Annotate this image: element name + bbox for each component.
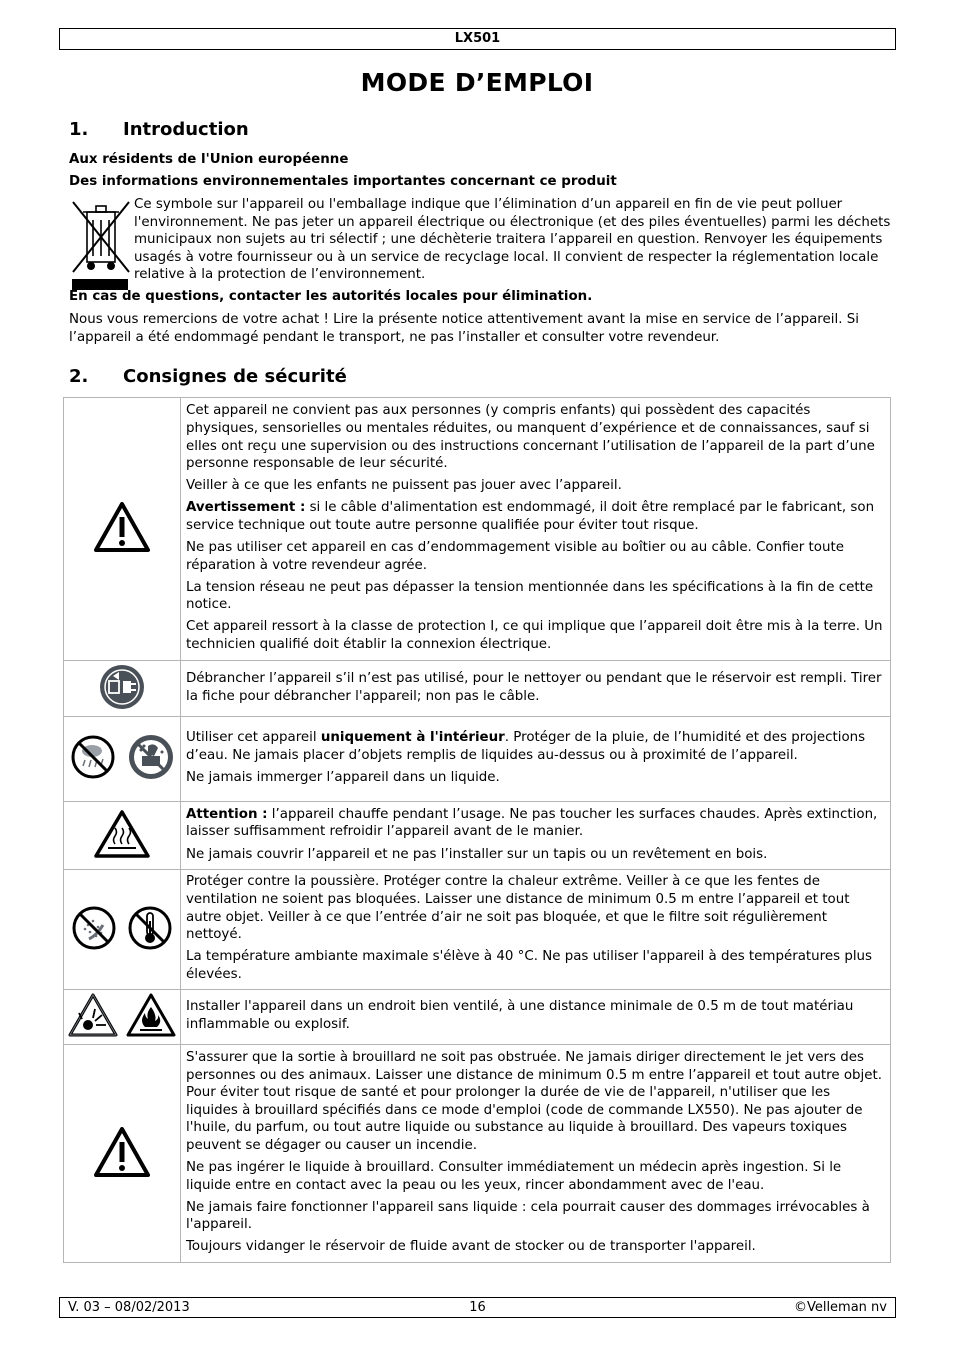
paragraph-text: l’appareil chauffe pendant l’usage. Ne pas toucher les surfaces chaudes. Après extinction, laisser suffisamment refroidir l’appareil avant de le manier. xyxy=(186,806,878,840)
footer xyxy=(59,1297,896,1318)
table-row xyxy=(64,870,891,990)
section-heading-introduction xyxy=(69,119,249,140)
table-row xyxy=(64,398,891,661)
paragraph-text: . Protéger de la pluie, de l’humidité et des projections d’eau. Ne jamais placer d’objets remplis de liquides au-dessus ou à proximité de l’appareil. xyxy=(186,730,866,763)
paragraph xyxy=(186,806,885,841)
icon-cell xyxy=(64,990,181,1045)
no-rain-icon xyxy=(70,734,116,784)
paragraph: Débrancher l’appareil s’il n’est pas utilisé, pour le nettoyer ou pendant que le réservoir est rempli. Tirer la fiche pour débrancher l'appareil; non pas le câble. xyxy=(186,670,882,704)
questions-text: En cas de questions, contacter les autorités locales pour élimination. xyxy=(69,289,593,304)
thanks-text: Nous vous remercions de votre achat ! Lire la présente notice attentivement avant la mise en service de l’appareil. Si l’appareil a été endommagé pendant le transport, ne pas l’installer et consulter votre revendeur. xyxy=(69,312,859,345)
page-title: MODE D’EMPLOI xyxy=(360,68,594,97)
text-cell xyxy=(181,717,891,802)
paragraph xyxy=(186,499,885,534)
table-row xyxy=(64,802,891,870)
paragraph-text: Utiliser cet appareil xyxy=(186,730,321,746)
icon-cell xyxy=(64,870,181,990)
footer-version: V. 03 – 08/02/2013 xyxy=(68,1300,190,1315)
hot-surface-icon xyxy=(94,810,150,862)
paragraph: La température ambiante maximale s'élève à 40 °C. Ne pas utiliser l'appareil à des températures plus élevées. xyxy=(186,949,873,982)
paragraph: La tension réseau ne peut pas dépasser la tension mentionnée dans les spécifications à la fin de cette notice. xyxy=(186,579,874,613)
section-number: 2. xyxy=(69,366,89,387)
paragraph: Ne pas utiliser cet appareil en cas d’endommagement visible au boîtier ou au câble. Confier toute réparation à votre revendeur agrée. xyxy=(186,540,844,573)
section-title: Consignes de sécurité xyxy=(123,366,347,387)
text-cell xyxy=(181,398,891,661)
paragraph xyxy=(186,729,885,764)
weee-disposal-text: Ce symbole sur l'appareil ou l'emballage indique que l’élimination d’un appareil en fin de vie peut polluer l'environnement. Ne pas jeter un appareil électrique ou électronique (et des piles éventuelles) parmi les déchets municipaux non sujets au tri sélectif ; une déchèterie traitera l’appareil en question. Renvoyer les équipements usagés à votre fournisseur ou à un service de recyclage local. Il convient de respecter la réglementation locale relative à la protection de l’environnement. xyxy=(134,197,891,283)
paragraph: Protéger contre la poussière. Protéger contre la chaleur extrême. Veiller à ce que les fentes de ventilation ne soient pas bloquées. Laisser une distance de minimum 0.5 m entre l’appareil et tout autre objet. Veiller à ce que l’entrée d’air ne soit pas bloquée, et que le filtre soit régulièrement nettoyé. xyxy=(186,874,850,943)
icon-cell xyxy=(64,802,181,870)
text-cell xyxy=(181,1045,891,1263)
paragraph: S'assurer que la sortie à brouillard ne soit pas obstruée. Ne jamais diriger directement le jet vers des personnes ou des animaux. Laisser une distance de minimum 0.5 m entre l’appareil et tout autre objet. Pour éviter tout risque de santé et pour prolonger la durée de vie de l'appareil, n'utiliser que les liquides à brouillard spécifiés dans ce mode d'emploi (code de commande LX550). Ne pas ajouter de l'huile, du parfum, ou tout autre liquide ou substance au liquide à brouillard. Des vapeurs toxiques peuvent se dégager ou causer un incendie. xyxy=(186,1049,883,1153)
paragraph-text: si le câble d'alimentation est endommagé, il doit être remplacé par le fabricant, son service technique out toute autre personne qualifiée pour éviter tout risque. xyxy=(186,500,875,533)
text-cell xyxy=(181,661,891,717)
section-title: Introduction xyxy=(123,119,249,140)
warning-triangle-icon xyxy=(94,1127,150,1181)
warning-label: Avertissement : xyxy=(186,500,306,516)
no-liquid-spill-icon xyxy=(128,734,174,784)
paragraph: Ne jamais faire fonctionner l'appareil sans liquide : cela pourrait causer des dommages irrévocables à l'appareil. xyxy=(186,1199,870,1233)
icon-cell xyxy=(64,717,181,802)
table-row xyxy=(64,661,891,717)
icon-cell xyxy=(64,661,181,717)
text-cell xyxy=(181,802,891,870)
paragraph: Ne jamais immerger l’appareil dans un liquide. xyxy=(186,770,500,786)
table-row xyxy=(64,990,891,1045)
table-row xyxy=(64,717,891,802)
icon-cell xyxy=(64,398,181,661)
flammable-warning-icon xyxy=(126,993,176,1041)
paragraph: Veiller à ce que les enfants ne puissent pas jouer avec l’appareil. xyxy=(186,478,622,494)
footer-page-number: 16 xyxy=(469,1300,486,1315)
text-cell xyxy=(181,990,891,1045)
section-heading-safety xyxy=(69,366,347,387)
text-cell xyxy=(181,870,891,990)
no-dust-icon xyxy=(71,905,117,955)
table-row xyxy=(64,1045,891,1263)
paragraph: Ne jamais couvrir l’appareil et ne pas l’installer sur un tapis ou un revêtement en bois. xyxy=(186,846,768,862)
paragraph: Ne pas ingérer le liquide à brouillard. Consulter immédiatement un médecin après ingestion. Si le liquide entre en contact avec la peau ou les yeux, rincer abondamment avec de l'eau. xyxy=(186,1160,842,1193)
no-extreme-heat-icon xyxy=(127,905,173,955)
indoor-only-label: uniquement à l'intérieur xyxy=(320,730,505,746)
paragraph: Toujours vidanger le réservoir de fluide avant de stocker ou de transporter l'appareil. xyxy=(186,1239,756,1255)
header-model: LX501 xyxy=(59,28,896,50)
unplug-icon xyxy=(99,664,145,714)
eu-residents-heading: Aux résidents de l'Union européenne xyxy=(69,152,349,167)
warning-triangle-icon xyxy=(94,502,150,556)
attention-label: Attention : xyxy=(186,806,268,822)
section-number: 1. xyxy=(69,119,89,140)
paragraph: Cet appareil ne convient pas aux personnes (y compris enfants) qui possèdent des capacités physiques, sensorielles ou mentales réduites, ou manquent d’expérience et de connaissances, sauf si elles ont reçu une supervision ou des instructions concernant l’utilisation de l’appareil de la part d’une personne responsable de leur sécurité. xyxy=(186,403,875,472)
icon-cell xyxy=(64,1045,181,1263)
paragraph: Cet appareil ressort à la classe de protection I, ce qui implique que l’appareil doit être mis à la terre. Un technicien qualifié doit établir la connexion électrique. xyxy=(186,619,883,653)
explosive-warning-icon xyxy=(68,993,118,1041)
safety-table xyxy=(63,397,891,1263)
environmental-info-heading: Des informations environnementales importantes concernant ce produit xyxy=(69,174,617,189)
crossed-out-wheelie-bin-icon xyxy=(69,198,133,290)
paragraph: Installer l'appareil dans un endroit bien ventilé, à une distance minimale de 0.5 m de tout matériau inflammable ou explosif. xyxy=(186,999,854,1032)
footer-copyright: ©Velleman nv xyxy=(793,1300,887,1315)
